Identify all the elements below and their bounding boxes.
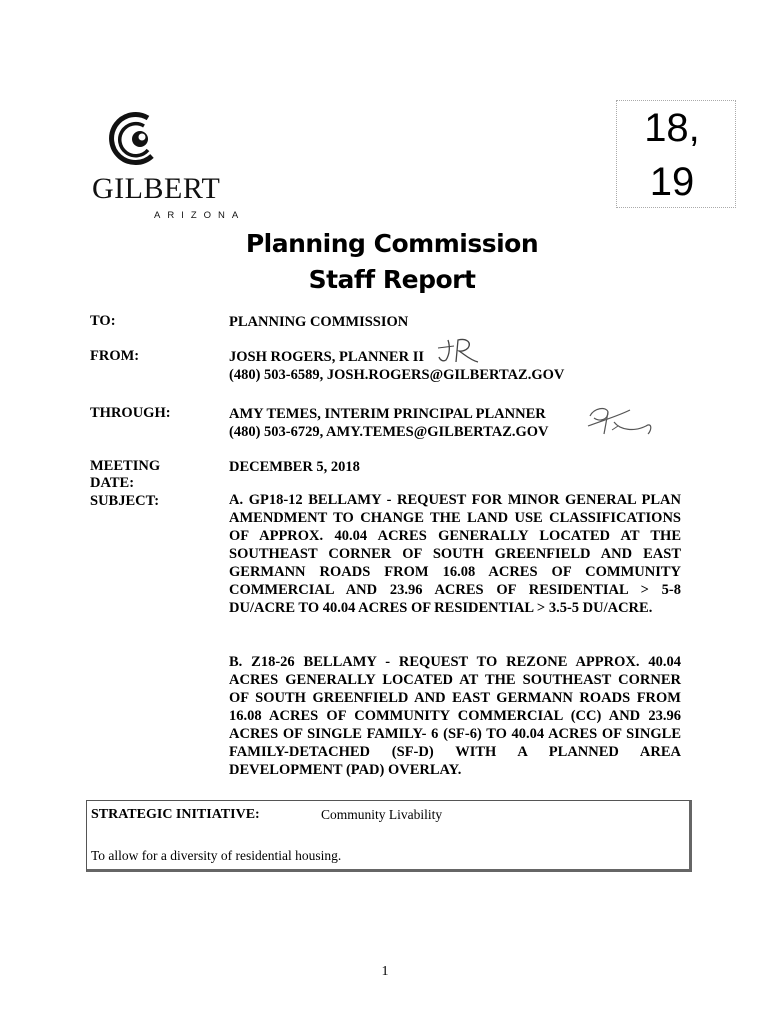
page-number: 1 <box>381 964 389 979</box>
item-number-line2: 19 <box>649 160 695 204</box>
subject-item-b: B. Z18-26 BELLAMY - REQUEST TO REZONE APPROX. 40.04 ACRES GENERALLY LOCATED AT THE SOUTHEAST CORNER OF SOUTH GREENFIELD AND EAST GERMANN ROADS FROM 16.08 ACRES OF COMMUNITY COMMERCIAL (CC) AND 23.96 ACRES OF SINGLE FAMILY- 6 (SF-6) TO 40.04 ACRES OF SINGLE FAMILY-DETACHED (SF-D) WITH A PLANNED AREA DEVELOPMENT (PAD) OVERLAY. <box>229 654 681 778</box>
through-value <box>229 405 549 441</box>
logo-wordmark: GILBERT <box>92 172 221 205</box>
from-contact: (480) 503-6589, JOSH.ROGERS@GILBERTAZ.GOV <box>229 367 565 383</box>
to-value: PLANNING COMMISSION <box>229 314 409 330</box>
strategic-initiative-label: STRATEGIC INITIATIVE: <box>91 807 260 822</box>
through-signature-icon <box>584 400 658 440</box>
from-label: FROM: <box>90 348 140 364</box>
meeting-date-label: MEETING DATE: <box>90 458 161 491</box>
from-initials-signature-icon <box>436 334 486 368</box>
report-title-line1: Planning Commission <box>245 229 539 258</box>
gilbert-logo <box>92 110 246 221</box>
logo-subtitle: ARIZONA <box>154 210 246 221</box>
strategic-initiative-box <box>86 800 692 872</box>
through-label: THROUGH: <box>90 405 171 421</box>
gilbert-logo-mark-icon <box>108 110 168 170</box>
to-label: TO: <box>90 313 116 329</box>
item-number-box <box>616 100 736 208</box>
item-number-line1: 18, <box>644 106 700 150</box>
through-name: AMY TEMES, INTERIM PRINCIPAL PLANNER <box>229 406 546 422</box>
report-title <box>0 226 770 298</box>
strategic-initiative-description: To allow for a diversity of residential housing. <box>91 848 342 863</box>
meeting-date-value: DECEMBER 5, 2018 <box>229 459 360 475</box>
subject-label: SUBJECT: <box>90 493 160 509</box>
through-contact: (480) 503-6729, AMY.TEMES@GILBERTAZ.GOV <box>229 424 549 440</box>
report-title-line2: Staff Report <box>308 265 476 294</box>
from-value <box>229 348 564 384</box>
strategic-initiative-value: Community Livability <box>321 807 443 822</box>
from-name: JOSH ROGERS, PLANNER II <box>229 349 424 365</box>
subject-item-a: A. GP18-12 BELLAMY - REQUEST FOR MINOR GENERAL PLAN AMENDMENT TO CHANGE THE LAND USE CLASSIFICATIONS OF APPROX. 40.04 ACRES GENERALLY LOCATED AT THE SOUTHEAST CORNER OF SOUTH GREENFIELD AND EAST GERMANN ROADS FROM 16.08 ACRES OF COMMUNITY COMMERCIAL AND 23.96 ACRES OF RESIDENTIAL > 5-8 DU/ACRE TO 40.04 ACRES OF RESIDENTIAL > 3.5-5 DU/ACRE. <box>229 492 681 616</box>
